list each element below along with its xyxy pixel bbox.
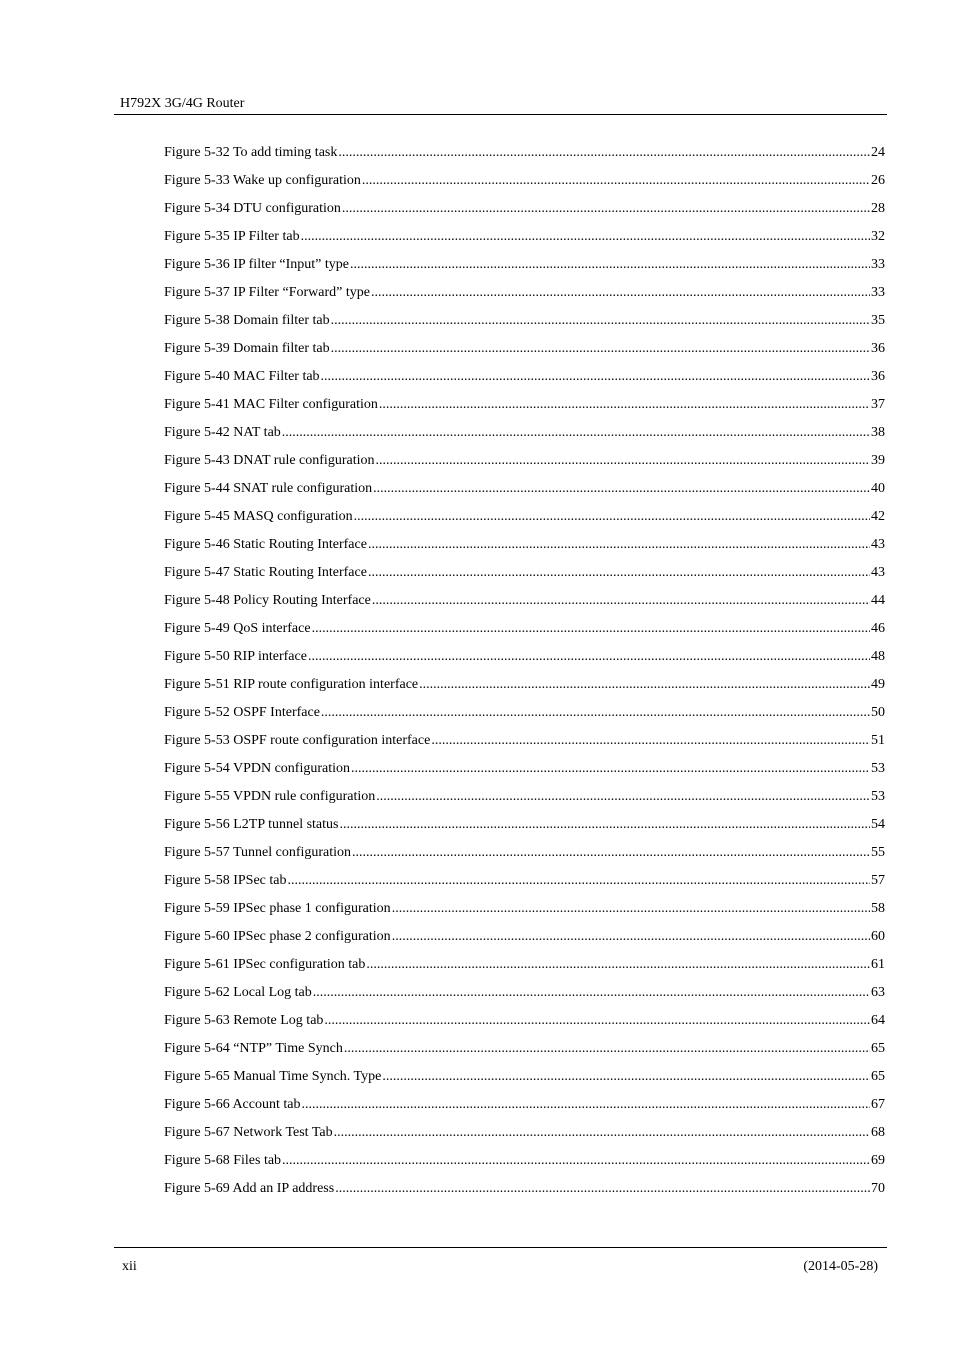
toc-entry[interactable] xyxy=(164,1143,885,1171)
toc-entry-title: Figure 5-44 SNAT rule configuration xyxy=(164,481,373,496)
toc-dot-leader xyxy=(392,899,870,919)
toc-entry-title: Figure 5-60 IPSec phase 2 configuration xyxy=(164,929,391,944)
toc-entry[interactable] xyxy=(164,1003,885,1031)
toc-entry-title: Figure 5-57 Tunnel configuration xyxy=(164,845,352,860)
toc-dot-leader xyxy=(313,983,870,1003)
toc-entry-page: 49 xyxy=(871,677,885,692)
toc-entry-title: Figure 5-33 Wake up configuration xyxy=(164,173,361,188)
toc-entry[interactable] xyxy=(164,695,885,723)
toc-entry-page: 53 xyxy=(871,761,885,776)
toc-entry-title: Figure 5-69 Add an IP address xyxy=(164,1181,335,1196)
toc-entry[interactable] xyxy=(164,667,885,695)
toc-entry[interactable] xyxy=(164,779,885,807)
toc-dot-leader xyxy=(354,507,870,527)
toc-dot-leader xyxy=(350,255,870,275)
toc-dot-leader xyxy=(392,927,870,947)
toc-entry[interactable] xyxy=(164,359,885,387)
toc-entry[interactable] xyxy=(164,415,885,443)
toc-entry-page: 26 xyxy=(871,173,885,188)
toc-entry-page: 36 xyxy=(871,341,885,356)
toc-dot-leader xyxy=(368,563,870,583)
toc-dot-leader xyxy=(342,199,870,219)
toc-entry-page: 50 xyxy=(871,705,885,720)
toc-dot-leader xyxy=(375,451,870,471)
footer-date: (2014-05-28) xyxy=(803,1259,878,1274)
toc-entry[interactable] xyxy=(164,583,885,611)
toc-dot-leader xyxy=(301,1095,870,1115)
toc-entry-title: Figure 5-34 DTU configuration xyxy=(164,201,341,216)
toc-entry-title: Figure 5-54 VPDN configuration xyxy=(164,761,350,776)
toc-entry[interactable] xyxy=(164,499,885,527)
toc-entry[interactable] xyxy=(164,331,885,359)
toc-entry-title: Figure 5-39 Domain filter tab xyxy=(164,341,330,356)
toc-entry-title: Figure 5-42 NAT tab xyxy=(164,425,281,440)
toc-entry[interactable] xyxy=(164,919,885,947)
toc-entry-page: 58 xyxy=(871,901,885,916)
toc-entry-page: 33 xyxy=(871,285,885,300)
toc-entry-page: 38 xyxy=(871,425,885,440)
toc-entry-title: Figure 5-56 L2TP tunnel status xyxy=(164,817,339,832)
toc-entry-title: Figure 5-41 MAC Filter configuration xyxy=(164,397,378,412)
toc-entry-title: Figure 5-59 IPSec phase 1 configuration xyxy=(164,901,391,916)
toc-entry[interactable] xyxy=(164,751,885,779)
toc-dot-leader xyxy=(351,759,870,779)
toc-entry[interactable] xyxy=(164,135,885,163)
toc-dot-leader xyxy=(282,423,870,443)
toc-entry-title: Figure 5-65 Manual Time Synch. Type xyxy=(164,1069,382,1084)
toc-dot-leader xyxy=(339,815,870,835)
toc-entry-title: Figure 5-62 Local Log tab xyxy=(164,985,312,1000)
toc-entry-page: 43 xyxy=(871,537,885,552)
header-divider xyxy=(114,114,887,115)
toc-entry-page: 32 xyxy=(871,229,885,244)
toc-dot-leader xyxy=(371,283,870,303)
toc-dot-leader xyxy=(312,619,870,639)
toc-dot-leader xyxy=(372,591,870,611)
toc-entry-page: 55 xyxy=(871,845,885,860)
toc-entry-title: Figure 5-49 QoS interface xyxy=(164,621,311,636)
toc-entry-title: Figure 5-32 To add timing task xyxy=(164,145,338,160)
toc-entry-page: 67 xyxy=(871,1097,885,1112)
footer-divider xyxy=(114,1247,887,1248)
toc-entry-page: 42 xyxy=(871,509,885,524)
toc-entry-page: 44 xyxy=(871,593,885,608)
toc-entry-title: Figure 5-37 IP Filter “Forward” type xyxy=(164,285,370,300)
toc-entry[interactable] xyxy=(164,947,885,975)
toc-dot-leader xyxy=(419,675,870,695)
toc-entry-page: 24 xyxy=(871,145,885,160)
toc-dot-leader xyxy=(344,1039,870,1059)
toc-entry-page: 57 xyxy=(871,873,885,888)
toc-entry-title: Figure 5-40 MAC Filter tab xyxy=(164,369,320,384)
toc-dot-leader xyxy=(373,479,870,499)
toc-entry[interactable] xyxy=(164,443,885,471)
toc-dot-leader xyxy=(308,647,870,667)
toc-entry[interactable] xyxy=(164,527,885,555)
toc-entry-page: 64 xyxy=(871,1013,885,1028)
toc-entry-title: Figure 5-55 VPDN rule configuration xyxy=(164,789,376,804)
toc-entry-title: Figure 5-66 Account tab xyxy=(164,1097,301,1112)
toc-entry[interactable] xyxy=(164,1115,885,1143)
toc-entry[interactable] xyxy=(164,1031,885,1059)
toc-entry-title: Figure 5-36 IP filter “Input” type xyxy=(164,257,349,272)
toc-entry[interactable] xyxy=(164,219,885,247)
toc-entry-page: 36 xyxy=(871,369,885,384)
toc-entry-title: Figure 5-43 DNAT rule configuration xyxy=(164,453,375,468)
toc-dot-leader xyxy=(431,731,870,751)
toc-dot-leader xyxy=(301,227,870,247)
toc-entry-title: Figure 5-64 “NTP” Time Synch xyxy=(164,1041,343,1056)
toc-entry[interactable] xyxy=(164,303,885,331)
toc-dot-leader xyxy=(331,311,870,331)
toc-entry[interactable] xyxy=(164,247,885,275)
toc-entry-page: 63 xyxy=(871,985,885,1000)
toc-dot-leader xyxy=(324,1011,870,1031)
toc-dot-leader xyxy=(368,535,870,555)
toc-entry[interactable] xyxy=(164,1171,885,1199)
toc-dot-leader xyxy=(321,703,870,723)
toc-entry[interactable] xyxy=(164,807,885,835)
toc-entry[interactable] xyxy=(164,471,885,499)
footer-page-number: xii xyxy=(122,1259,137,1274)
toc-entry-title: Figure 5-68 Files tab xyxy=(164,1153,282,1168)
toc-dot-leader xyxy=(321,367,870,387)
toc-entry-title: Figure 5-53 OSPF route configuration interface xyxy=(164,733,431,748)
running-header-title: H792X 3G/4G Router xyxy=(120,96,245,111)
toc-entry[interactable] xyxy=(164,387,885,415)
toc-entry-title: Figure 5-38 Domain filter tab xyxy=(164,313,330,328)
toc-entry-title: Figure 5-52 OSPF Interface xyxy=(164,705,320,720)
toc-entry-title: Figure 5-35 IP Filter tab xyxy=(164,229,300,244)
toc-entry[interactable] xyxy=(164,1087,885,1115)
toc-entry-title: Figure 5-48 Policy Routing Interface xyxy=(164,593,371,608)
toc-entry-page: 54 xyxy=(871,817,885,832)
toc-entry-title: Figure 5-45 MASQ configuration xyxy=(164,509,353,524)
toc-entry-page: 33 xyxy=(871,257,885,272)
toc-dot-leader xyxy=(334,1123,870,1143)
toc-entry[interactable] xyxy=(164,1059,885,1087)
toc-entry-page: 48 xyxy=(871,649,885,664)
toc-entry-page: 40 xyxy=(871,481,885,496)
toc-dot-leader xyxy=(335,1179,870,1199)
toc-entry-title: Figure 5-51 RIP route configuration interface xyxy=(164,677,419,692)
toc-entry-page: 53 xyxy=(871,789,885,804)
table-of-figures xyxy=(164,135,885,1199)
toc-entry-page: 65 xyxy=(871,1041,885,1056)
toc-entry[interactable] xyxy=(164,163,885,191)
toc-entry-title: Figure 5-61 IPSec configuration tab xyxy=(164,957,366,972)
toc-entry-title: Figure 5-58 IPSec tab xyxy=(164,873,287,888)
toc-entry[interactable] xyxy=(164,835,885,863)
toc-entry-title: Figure 5-47 Static Routing Interface xyxy=(164,565,367,580)
toc-entry-title: Figure 5-50 RIP interface xyxy=(164,649,307,664)
toc-entry-page: 39 xyxy=(871,453,885,468)
toc-entry[interactable] xyxy=(164,639,885,667)
toc-entry-title: Figure 5-46 Static Routing Interface xyxy=(164,537,367,552)
toc-entry-page: 51 xyxy=(871,733,885,748)
toc-entry-page: 65 xyxy=(871,1069,885,1084)
toc-entry[interactable] xyxy=(164,191,885,219)
toc-dot-leader xyxy=(282,1151,870,1171)
toc-dot-leader xyxy=(366,955,870,975)
toc-entry[interactable] xyxy=(164,275,885,303)
toc-entry[interactable] xyxy=(164,891,885,919)
toc-entry-page: 35 xyxy=(871,313,885,328)
toc-dot-leader xyxy=(362,171,870,191)
toc-entry[interactable] xyxy=(164,723,885,751)
toc-entry[interactable] xyxy=(164,863,885,891)
toc-entry[interactable] xyxy=(164,975,885,1003)
toc-entry-page: 69 xyxy=(871,1153,885,1168)
toc-entry-page: 68 xyxy=(871,1125,885,1140)
toc-entry-title: Figure 5-67 Network Test Tab xyxy=(164,1125,333,1140)
toc-entry-page: 28 xyxy=(871,201,885,216)
toc-entry-title: Figure 5-63 Remote Log tab xyxy=(164,1013,324,1028)
toc-entry-page: 43 xyxy=(871,565,885,580)
toc-entry[interactable] xyxy=(164,611,885,639)
toc-entry[interactable] xyxy=(164,555,885,583)
toc-entry-page: 46 xyxy=(871,621,885,636)
toc-entry-page: 37 xyxy=(871,397,885,412)
toc-entry-page: 61 xyxy=(871,957,885,972)
toc-dot-leader xyxy=(338,143,870,163)
toc-dot-leader xyxy=(331,339,870,359)
toc-dot-leader xyxy=(379,395,870,415)
toc-dot-leader xyxy=(352,843,870,863)
toc-entry-page: 70 xyxy=(871,1181,885,1196)
toc-entry-page: 60 xyxy=(871,929,885,944)
toc-dot-leader xyxy=(376,787,870,807)
toc-dot-leader xyxy=(382,1067,870,1087)
toc-dot-leader xyxy=(287,871,870,891)
